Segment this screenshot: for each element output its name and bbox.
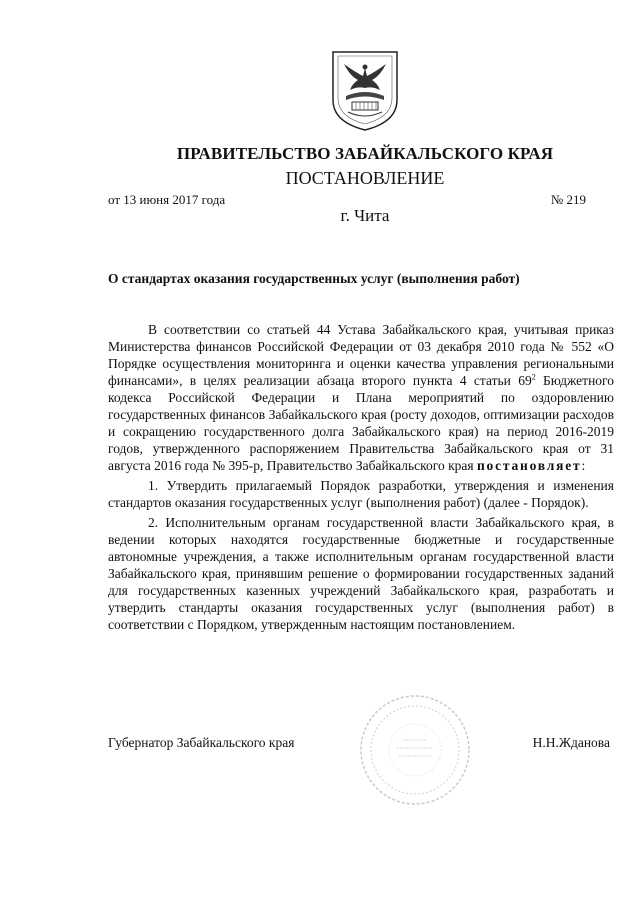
item-1-paragraph: 1. Утвердить прилагаемый Порядок разработки, утверждения и изменения стандартов оказания государственных услуг (выполнения работ) (далее - Порядок). [108, 478, 614, 510]
resolves-colon: : [581, 458, 586, 473]
organization-title: ПРАВИТЕЛЬСТВО ЗАБАЙКАЛЬСКОГО КРАЯ [176, 144, 554, 163]
signatory-position: Губернатор Забайкальского края [108, 735, 295, 750]
document-date: от 13 июня 2017 года [108, 192, 226, 207]
preamble-text-1: В соответствии со статьей 44 Устава Забайкальского края, учитывая приказ Министерства финансов Российской Федерации от 03 декабря 2010 года № 552 «О Порядке осуществления мониторинга и оценки качества управления региональными финансами», в целях реализации абзаца второго пункта 4 статьи 69 [108, 322, 614, 388]
resolves-word: постановляет [476, 458, 582, 473]
document-city: г. Чита [340, 206, 390, 225]
official-seal-stamp-icon [355, 690, 475, 810]
document-number: № 219 [550, 192, 586, 207]
preamble-paragraph [108, 321, 614, 474]
zabaikalsky-krai-coat-of-arms-icon [330, 50, 400, 132]
document-type: ПОСТАНОВЛЕНИЕ [285, 168, 445, 188]
preamble-text-2: Бюджетного кодекса Российской Федерации и Плана мероприятий по оздоровлению государственных финансов Забайкальского края (росту доходов, оптимизации расходов и сокращению государственного долга Забайкальского края) на период 2016-2019 годов, утвержденного распоряжением Правительства Забайкальского края от 31 августа 2016 года № 395-р, Правительство Забайкальского края [108, 373, 614, 473]
document-body [108, 321, 614, 633]
item-2-paragraph: 2. Исполнительным органам государственной власти Забайкальского края, в ведении которых находятся государственные бюджетные и государственные автономные учреждения, а также исполнительным органам государственной власти Забайкальского края, принявшим решение о формировании государственных заданий для государственных казенных учреждений Забайкальского края, разработать и утвердить стандарты оказания государственных услуг (выполнения работ) в соответствии с Порядком, утвержденным настоящим постановлением. [108, 515, 614, 632]
preamble-superscript: 2 [531, 372, 536, 382]
signatory-name: Н.Н.Жданова [532, 735, 610, 750]
document-subject: О стандартах оказания государственных услуг (выполнения работ) [108, 271, 520, 286]
